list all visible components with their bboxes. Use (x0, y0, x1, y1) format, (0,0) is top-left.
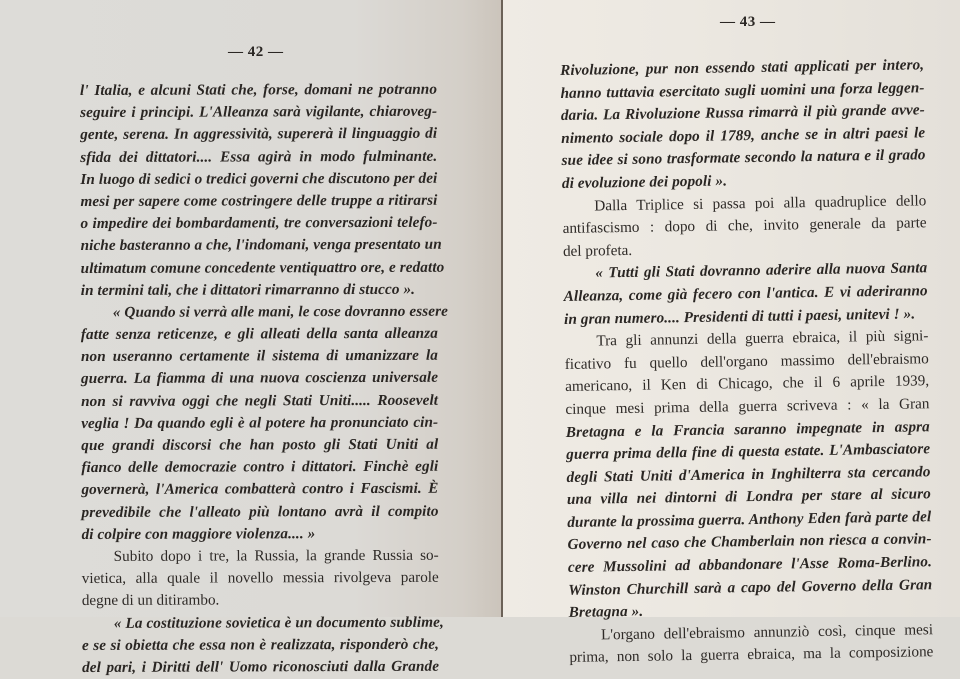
text-line: Governo nel caso che Chamberlain non riesca a convin- (567, 530, 932, 554)
text-line: cere Mussolini ad abbandonare l'Asse Roma-Berlino. (567, 553, 933, 576)
book-gutter (501, 0, 503, 617)
text-line: sfida dei dittatori.... Essa agirà in modo fulminante. (80, 147, 438, 166)
text-line: o impedire dei bombardamenti, tre conversazioni telefo- (80, 213, 438, 233)
text-line: ultimatum comune concedente ventiquattro ore, e redatto (80, 258, 445, 277)
text-line: l' Italia, e alcuni Stati che, forse, domani ne potranno (80, 80, 438, 99)
text-line: hanno tuttavia esercitato sugli uomini una forza leggen- (560, 78, 925, 102)
text-line: in gran numero.... Presidenti di tutti i paesi, unitevi ! ». (563, 304, 916, 328)
text-line: nimento sociale dopo il 1789, anche se in altri paesi le (561, 124, 926, 147)
text-line: guerra. La fiamma di una nuova coscienza universale (81, 369, 439, 388)
right-page-text (560, 54, 934, 670)
text-line: sue idee si sono trasformate secondo la natura e il grado (561, 146, 926, 170)
text-line: L'organo dell'ebraismo annunziò così, cinque mesi (600, 621, 934, 644)
text-line: durante la prossima guerra. Anthony Eden farà parte del (567, 508, 932, 531)
text-line: Bretagna ». (568, 603, 644, 622)
text-line: fatte senza reticenze, e gli alleati della santa alleanza (80, 324, 438, 344)
text-line: Alleanza, come già fecero con l'antica. E vi aderiranno (563, 282, 928, 305)
text-line: que grandi discorsi che han posto gli Stati Uniti al (81, 435, 439, 454)
text-line: degne di un ditirambo. (81, 591, 220, 610)
text-line: vietica, alla quale il novello messia rivolgeva parole (81, 568, 439, 588)
text-line: « La costituzione sovietica è un documento sublime, (113, 613, 444, 632)
text-line: mesi per sapere come costringere delle truppe a ritirarsi (80, 191, 438, 210)
text-line: non useranno certamente il sistema di umanizzare la (80, 347, 438, 366)
text-line: degli Stati Uniti d'America in Inghilterra sta cercando (566, 462, 931, 486)
text-line: veglia ! Da quando egli è al potere ha pronunciato cin- (81, 413, 439, 432)
text-line: una villa nei dintorni di Londra per stare al sicuro (566, 485, 931, 509)
text-line: non si ravviva oggi che negli Stati Uniti..... Roosevelt (81, 391, 439, 410)
text-line: prevedibile che l'alleato più lontano avrà il compito (81, 502, 439, 521)
text-line: in termini tali, che i dittatori rimarranno di stucco ». (80, 280, 416, 299)
text-line: Bretagna e la Francia saranno impegnate in aspra (565, 417, 930, 441)
text-line: del pari, i Diritti dell' Uomo riconosciuti dalla Grande (82, 657, 440, 676)
page-number-left: — 42 — (228, 44, 284, 60)
left-page-text (80, 79, 448, 679)
text-line: e se si obietta che essa non è realizzata, risponderò che, (81, 635, 440, 654)
text-line: ficativo fu quello dell'organo massimo dell'ebraismo (564, 349, 929, 373)
text-line: guerra prima della fine di questa estate. L'Ambasciatore (566, 440, 931, 464)
text-line: antifascismo : dopo di che, invito generale da parte (562, 214, 927, 238)
text-line: Rivoluzione, pur non essendo stati applicati per intero, (560, 56, 925, 79)
text-line: di evoluzione dei popoli ». (561, 172, 728, 192)
text-line: « Tutti gli Stati dovranno aderire alla nuova Santa (595, 259, 928, 282)
text-line: Tra gli annunzi della guerra ebraica, il più signi- (596, 327, 929, 350)
text-line: governerà, l'America combatterà contro i Fascismi. È (81, 480, 439, 499)
text-line: In luogo di sedici o tredici governi che discutono per dei (80, 169, 438, 188)
text-line: del profeta. (562, 241, 633, 260)
text-line: niche basteranno a che, l'indomani, venga presentato un (80, 236, 442, 255)
page-number-right: — 43 — (720, 14, 776, 30)
text-line: prima, non solo la guerra ebraica, ma la composizione (569, 643, 934, 667)
text-line: Winston Churchill sarà a capo del Governo della Gran (568, 575, 933, 599)
text-line: di colpire con maggiore violenza.... » (81, 524, 316, 543)
text-line: Dalla Triplice si passa poi alla quadruplice dello (594, 191, 927, 215)
text-line: americano, il Ken di Chicago, che il 6 aprile 1939, (564, 372, 930, 396)
text-line: « Quando si verrà alle mani, le cose dovranno essere (112, 302, 448, 321)
text-line: seguire i principi. L'Alleanza sarà vigilante, chiaroveg- (80, 102, 438, 122)
text-line: daria. La Rivoluzione Russa rimarrà il più grande avve- (560, 101, 925, 125)
text-line: cinque mesi prima della guerra scriveva : « la Gran (565, 395, 930, 418)
text-line: fianco delle democrazie contro i dittatori. Finchè egli (81, 457, 439, 477)
text-line: gente, serena. In aggressività, supererà il linguaggio di (80, 125, 438, 144)
text-line: Subito dopo i tre, la Russia, la grande Russia so- (113, 546, 439, 565)
